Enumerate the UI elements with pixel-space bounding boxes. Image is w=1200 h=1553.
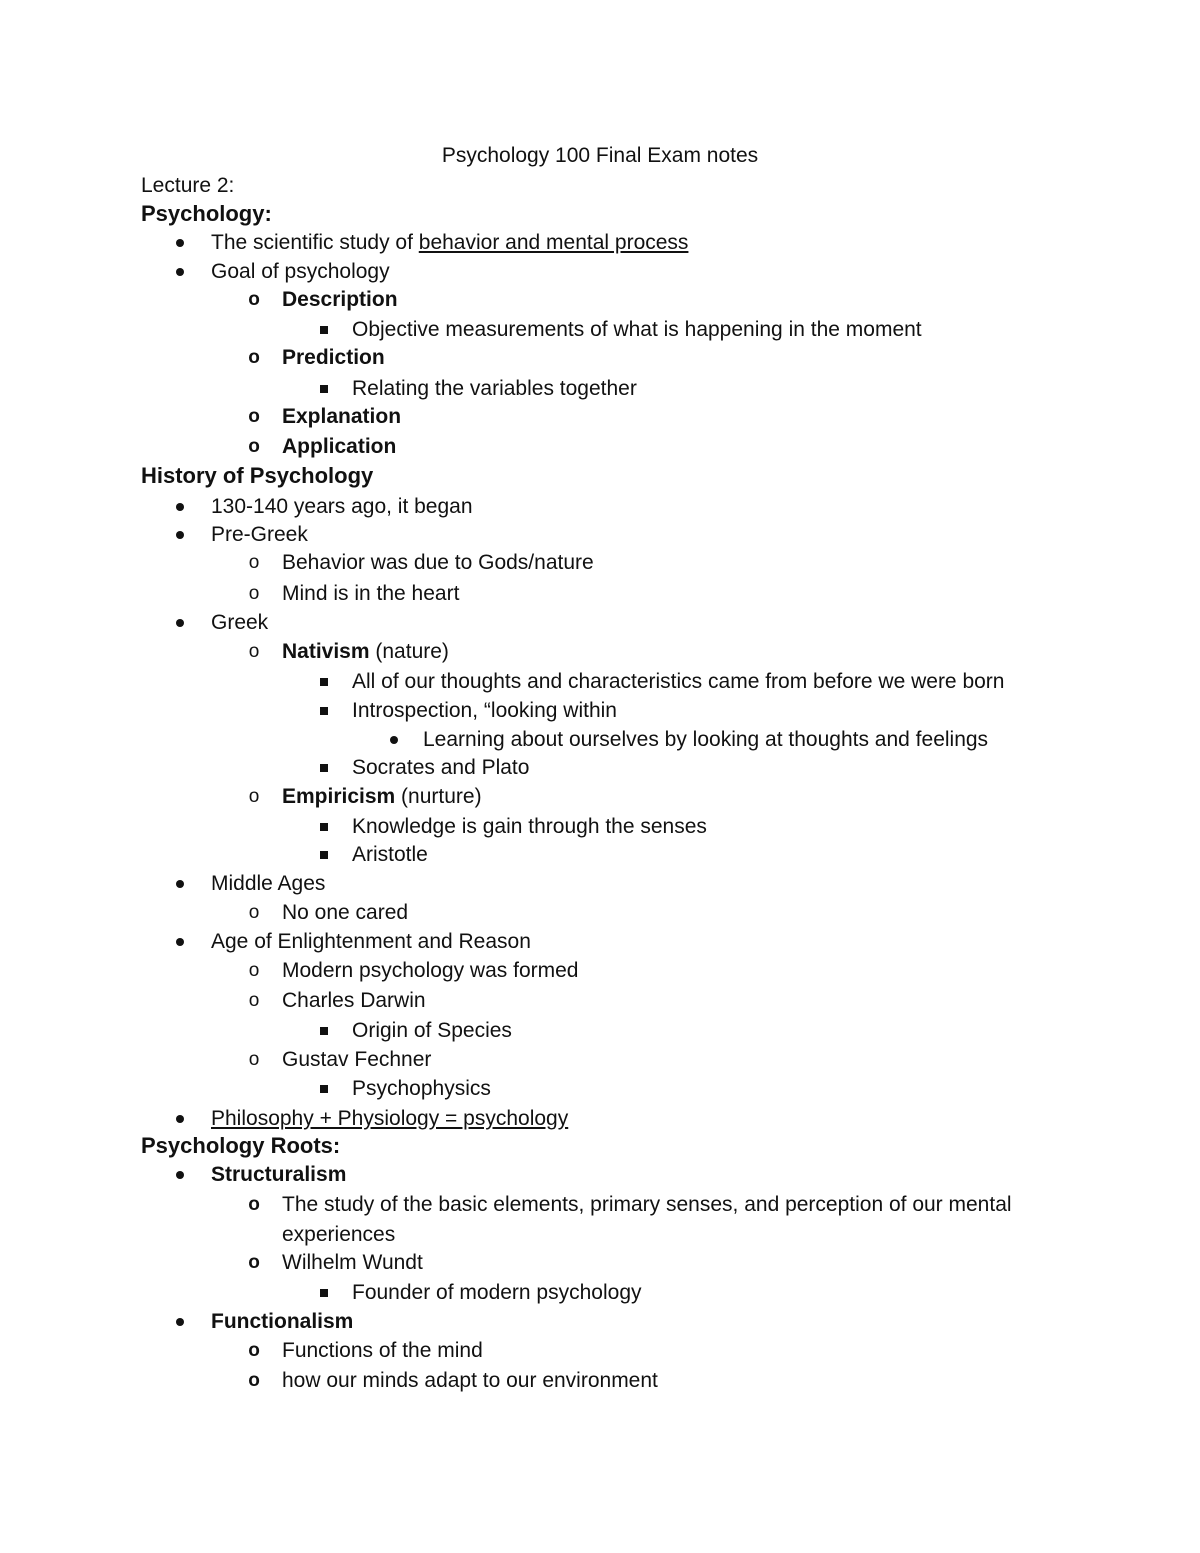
circle-bullet-icon: o xyxy=(248,347,260,368)
circle-bullet-icon: o xyxy=(248,786,260,807)
middle-ages-item: Middle Ages xyxy=(211,872,326,895)
introspection-item: Introspection, “looking within xyxy=(352,699,617,722)
began-item: 130-140 years ago, it began xyxy=(211,495,473,518)
equation-item: Philosophy + Physiology = psychology xyxy=(211,1107,569,1130)
circle-bullet-icon: o xyxy=(248,1340,260,1361)
bullet-icon xyxy=(386,725,402,755)
nativism-term: Nativism xyxy=(282,640,370,663)
circle-bullet-icon: o xyxy=(248,406,260,427)
bullet-icon xyxy=(172,257,188,287)
bullet-icon xyxy=(172,1307,188,1337)
bullet-icon xyxy=(172,1104,188,1134)
aristotle-item: Aristotle xyxy=(352,843,428,866)
description-detail: Objective measurements of what is happening in the moment xyxy=(352,318,922,341)
circle-bullet-icon: o xyxy=(248,1252,260,1273)
history-heading: History of Psychology xyxy=(141,463,374,488)
mind-heart-item: Mind is in the heart xyxy=(282,582,460,605)
prediction-detail: Relating the variables together xyxy=(352,377,637,400)
roots-heading: Psychology Roots: xyxy=(141,1133,341,1158)
prediction-item: Prediction xyxy=(282,346,385,369)
circle-bullet-icon: o xyxy=(248,960,260,981)
definition-text: The scientific study of xyxy=(211,231,419,254)
circle-bullet-icon: o xyxy=(248,641,260,662)
fechner-item: Gustav Fechner xyxy=(282,1048,432,1071)
square-bullet-icon xyxy=(316,667,332,697)
lecture-label: Lecture 2: xyxy=(141,174,235,197)
definition-item xyxy=(211,228,688,258)
wundt-item: Wilhelm Wundt xyxy=(282,1251,423,1274)
square-bullet-icon xyxy=(316,1016,332,1046)
bullet-icon xyxy=(172,869,188,899)
empiricism-paren: (nurture) xyxy=(395,785,482,808)
application-item: Application xyxy=(282,435,397,458)
bullet-icon xyxy=(172,520,188,550)
socrates-plato-item: Socrates and Plato xyxy=(352,756,530,779)
greek-item: Greek xyxy=(211,611,269,634)
circle-bullet-icon: o xyxy=(248,1194,260,1215)
origin-species-item: Origin of Species xyxy=(352,1019,512,1042)
functionalism-item: Functionalism xyxy=(211,1310,354,1333)
explanation-item: Explanation xyxy=(282,405,402,428)
pre-greek-item: Pre-Greek xyxy=(211,523,308,546)
square-bullet-icon xyxy=(316,696,332,726)
psychology-heading: Psychology: xyxy=(141,201,272,226)
nativism-detail: All of our thoughts and characteristics came from before we were born xyxy=(352,670,1005,693)
introspection-detail: Learning about ourselves by looking at thoughts and feelings xyxy=(423,728,989,751)
nativism-paren: (nature) xyxy=(369,640,449,663)
empiricism-term: Empiricism xyxy=(282,785,396,808)
square-bullet-icon xyxy=(316,812,332,842)
square-bullet-icon xyxy=(316,374,332,404)
square-bullet-icon xyxy=(316,840,332,870)
structuralism-item: Structuralism xyxy=(211,1163,347,1186)
document-title: Psychology 100 Final Exam notes xyxy=(441,144,759,167)
circle-bullet-icon: o xyxy=(248,902,260,923)
goal-item: Goal of psychology xyxy=(211,260,390,283)
gods-nature-item: Behavior was due to Gods/nature xyxy=(282,551,594,574)
wundt-detail: Founder of modern psychology xyxy=(352,1281,642,1304)
circle-bullet-icon: o xyxy=(248,552,260,573)
circle-bullet-icon: o xyxy=(248,1049,260,1070)
enlightenment-item: Age of Enlightenment and Reason xyxy=(211,930,531,953)
knowledge-item: Knowledge is gain through the senses xyxy=(352,815,707,838)
bullet-icon xyxy=(172,608,188,638)
square-bullet-icon xyxy=(316,1074,332,1104)
square-bullet-icon xyxy=(316,315,332,345)
bullet-icon xyxy=(172,228,188,258)
circle-bullet-icon: o xyxy=(248,436,260,457)
modern-formed-item: Modern psychology was formed xyxy=(282,959,579,982)
square-bullet-icon xyxy=(316,753,332,783)
definition-underlined: behavior and mental process xyxy=(418,231,689,254)
circle-bullet-icon: o xyxy=(248,583,260,604)
description-item: Description xyxy=(282,288,398,311)
structuralism-detail: The study of the basic elements, primary senses, and perception of our mental experiences xyxy=(282,1193,1012,1246)
bullet-icon xyxy=(172,927,188,957)
psychophysics-item: Psychophysics xyxy=(352,1077,491,1100)
circle-bullet-icon: o xyxy=(248,289,260,310)
empiricism-item xyxy=(282,782,482,812)
circle-bullet-icon: o xyxy=(248,990,260,1011)
adapt-item: how our minds adapt to our environment xyxy=(282,1369,658,1392)
bullet-icon xyxy=(172,492,188,522)
bullet-icon xyxy=(172,1160,188,1190)
circle-bullet-icon: o xyxy=(248,1370,260,1391)
square-bullet-icon xyxy=(316,1278,332,1308)
darwin-item: Charles Darwin xyxy=(282,989,426,1012)
functions-mind-item: Functions of the mind xyxy=(282,1339,483,1362)
no-one-cared-item: No one cared xyxy=(282,901,409,924)
nativism-item xyxy=(282,637,449,667)
